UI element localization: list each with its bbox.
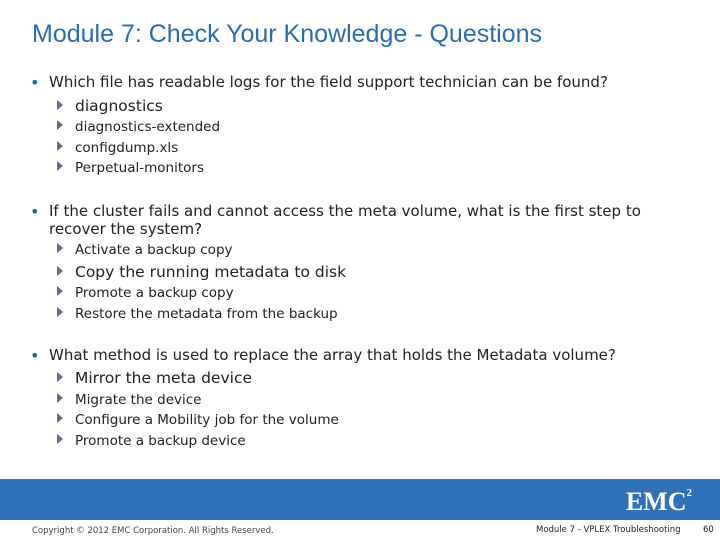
logo-text: EMC xyxy=(625,487,687,516)
triangle-right-icon xyxy=(57,266,63,276)
option-1d xyxy=(57,160,204,176)
option-label: Perpetual-monitors xyxy=(75,160,204,176)
option-label: configdump.xls xyxy=(75,140,179,156)
triangle-right-icon xyxy=(57,286,63,296)
option-label: Migrate the device xyxy=(75,392,202,408)
option-label: Promote a backup device xyxy=(75,433,246,449)
option-1c xyxy=(57,140,178,156)
option-label: Configure a Mobility job for the volume xyxy=(75,412,339,428)
triangle-right-icon xyxy=(57,161,63,171)
option-1a xyxy=(57,97,163,115)
option-label: Activate a backup copy xyxy=(75,242,233,258)
page-title: Module 7: Check Your Knowledge - Questions xyxy=(32,20,543,48)
option-label: Copy the running metadata to disk xyxy=(75,263,347,281)
footer-bar xyxy=(0,479,720,520)
option-3d xyxy=(57,433,246,449)
option-2c xyxy=(57,285,234,301)
page-number: 60 xyxy=(703,525,714,535)
question-text: What method is used to replace the array that holds the Metadata volume? xyxy=(49,346,616,364)
bullet-dot-icon: • xyxy=(30,346,40,365)
option-label: Restore the metadata from the backup xyxy=(75,306,338,322)
triangle-right-icon xyxy=(57,393,63,403)
emc-logo xyxy=(626,487,692,517)
logo-superscript: 2 xyxy=(686,487,692,499)
triangle-right-icon xyxy=(57,307,63,317)
bullet-dot-icon: • xyxy=(30,73,40,92)
question-text: If the cluster fails and cannot access the meta volume, what is the first step to recover the system? xyxy=(49,202,641,238)
triangle-right-icon xyxy=(57,413,63,423)
option-3a xyxy=(57,369,252,387)
option-1b xyxy=(57,119,220,135)
option-2a xyxy=(57,242,233,258)
bullet-dot-icon: • xyxy=(30,202,40,221)
triangle-right-icon xyxy=(57,434,63,444)
option-label: Mirror the meta device xyxy=(75,369,253,387)
triangle-right-icon xyxy=(57,243,63,253)
option-3b xyxy=(57,392,201,408)
module-label: Module 7 - VPLEX Troubleshooting xyxy=(536,525,681,535)
option-label: diagnostics-extended xyxy=(75,119,221,135)
copyright-text: Copyright © 2012 EMC Corporation. All Rights Reserved. xyxy=(32,526,274,536)
option-label: diagnostics xyxy=(75,97,163,115)
option-2b xyxy=(57,263,346,281)
triangle-right-icon xyxy=(57,100,63,110)
option-label: Promote a backup copy xyxy=(75,285,234,301)
option-3c xyxy=(57,412,339,428)
triangle-right-icon xyxy=(57,141,63,151)
triangle-right-icon xyxy=(57,372,63,382)
option-2d xyxy=(57,306,338,322)
question-text: Which file has readable logs for the field support technician can be found? xyxy=(49,73,608,91)
triangle-right-icon xyxy=(57,120,63,130)
